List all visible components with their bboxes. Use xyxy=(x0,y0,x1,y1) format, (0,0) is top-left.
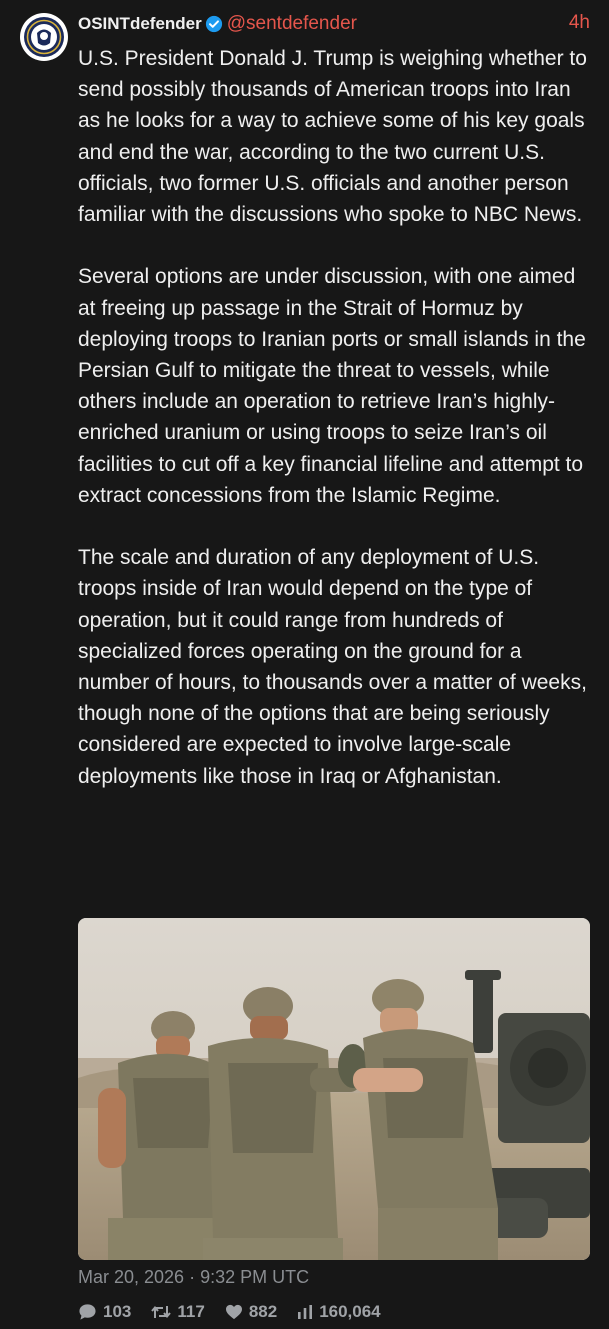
views-button[interactable] xyxy=(297,1302,380,1322)
like-button[interactable] xyxy=(225,1302,277,1322)
heart-icon xyxy=(225,1304,243,1320)
soldiers-artillery-photo xyxy=(78,918,590,1260)
post-paragraph: Several options are under discussion, with one aimed at freeing up passage in the Strait of Hormuz by deploying troops to Iranian ports or small islands in the Persian Gulf to mitigate the threat to vessels, while others include an operation to retrieve Iran’s highly-enriched uranium or using troops to seize Iran’s oil facilities to cut off a key financial lifeline and attempt to extract concessions from the Islamic Regime. xyxy=(78,265,586,507)
bar-chart-icon xyxy=(297,1305,313,1319)
avatar[interactable] xyxy=(20,13,68,61)
reply-button[interactable] xyxy=(78,1302,131,1322)
post-timestamp[interactable]: Mar 20, 2026 · 9:32 PM UTC xyxy=(78,1267,310,1287)
reply-count: 103 xyxy=(103,1302,132,1321)
repost-button[interactable] xyxy=(151,1302,204,1322)
relative-time[interactable]: 4h xyxy=(568,12,590,33)
post-paragraph: U.S. President Donald J. Trump is weighing whether to send possibly thousands of American troops into Iran as he looks for a way to achieve some of his key goals and end the war, according to the two current U.S. officials, two former U.S. officials and another person familiar with the discussions who spoke to NBC News. xyxy=(78,47,587,227)
like-count: 882 xyxy=(248,1302,278,1321)
speech-bubble-icon xyxy=(78,1303,97,1321)
repost-count: 117 xyxy=(177,1302,205,1321)
author-handle[interactable]: @sentdefender xyxy=(226,13,357,34)
post-paragraph: The scale and duration of any deployment of U.S. troops inside of Iran would depend on the type of operation, but it could range from hundreds of specialized forces operating on the ground for a number of hours, to thousands over a matter of weeks, though none of the options that are being seriously considered are expected to involve large-scale deployments like those in Iraq or Afghanistan. xyxy=(78,546,587,788)
osintdefender-logo xyxy=(20,13,68,61)
verified-badge-icon xyxy=(205,15,223,33)
post-image[interactable] xyxy=(78,918,590,1260)
author-name[interactable]: OSINTdefender xyxy=(78,14,202,33)
view-count: 160,064 xyxy=(319,1302,381,1321)
post-header xyxy=(78,12,590,36)
post-text xyxy=(78,43,594,792)
repost-arrows-icon xyxy=(151,1304,171,1320)
post-actions xyxy=(78,1299,381,1325)
